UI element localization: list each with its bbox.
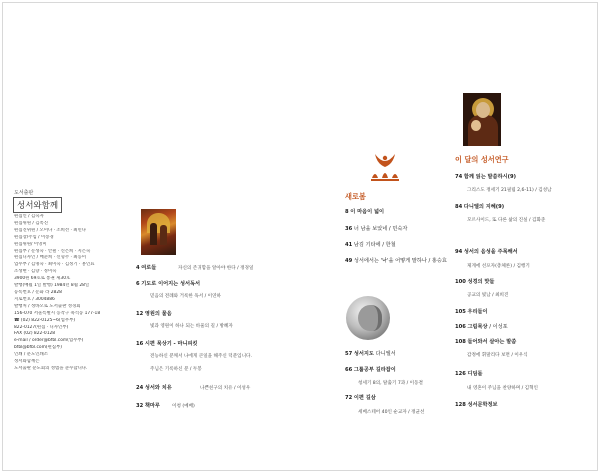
toc-entry: 66 그룹공부 길라잡이 xyxy=(345,367,396,373)
section-heading: 이 달의 성서연구 xyxy=(455,155,509,164)
toc-entry: 36 너 남을 보았네 / 민숙자 xyxy=(345,226,408,232)
toc-entry: 12 영원의 물음 xyxy=(136,311,172,317)
head xyxy=(476,102,490,118)
toc-entry: 126 디딤돌 xyxy=(455,371,483,377)
colophon-line: ☎ (02) 822-0125~6(업무부) xyxy=(14,317,76,323)
colophon-line: bfbl@bfbl.com(편집부) xyxy=(14,345,62,351)
toc-desc: 전능하신 분께서 나에게 큰일을 해주신 덕분입니다. xyxy=(150,354,252,359)
painting-figure xyxy=(150,223,157,245)
colophon-line: 발행처 / 성바오로 도서출판 성경회 xyxy=(14,303,81,309)
colophon-line: 822-0127(편집 · 디자인부) xyxy=(14,324,69,330)
toc-entry: 100 성경의 맛들 xyxy=(455,279,495,285)
coin-portrait xyxy=(358,305,382,331)
colophon-line: 편집위원 / 김옥진 xyxy=(14,220,48,226)
robe xyxy=(468,115,498,146)
toc-desc: 감정에 휘말리다 보면 / 이우식 xyxy=(467,353,528,358)
colophon-line: 발행(매월 1일 발행) 1984년 8월 28일 xyxy=(14,283,90,289)
colophon-line: 지로번호 / 3004886 xyxy=(14,296,55,302)
toc-entry: 108 들어와서 살아는 말씀 xyxy=(455,339,517,345)
colophon-line: FAX (02) 822-0128 xyxy=(14,331,56,337)
colophon-line: 편집디자인 / 배준희 · 신형주 · 최동미 xyxy=(14,255,87,261)
toc-desc: 내 영혼이 주님을 찬양하며 / 김혁인 xyxy=(467,386,538,391)
colophon-line: 3900원 69호로 통권 제30호 xyxy=(14,276,71,282)
colophon-line: 도서출판 분도회의 성범을 준수합니다. xyxy=(14,365,88,371)
colophon-line: 인쇄 / 분도인쇄소 xyxy=(14,352,48,358)
toc-desc: 제게에 선포자(총체론) / 김행기 xyxy=(467,264,530,269)
toc-entry: 24 성서와 치유 xyxy=(136,385,172,391)
toc-desc: 주님은 기록하신 분 / 두봉 xyxy=(150,367,202,372)
toc-desc: 나쁜친구의 치유 / 이성우 xyxy=(200,385,251,391)
toc-desc: 세베스테어 40인 순교자 / 정균선 xyxy=(358,410,425,415)
chalice-flame-logo-icon xyxy=(369,148,401,186)
colophon-line: 조성현 · 김향 · 정미숙 xyxy=(14,269,57,275)
toc-entry: 94 성서의 음성을 주목해서 xyxy=(455,249,518,255)
ancient-coin-image xyxy=(346,296,390,340)
colophon-line: 편집위원/ 이영미 xyxy=(14,241,47,247)
colophon-block xyxy=(14,214,132,373)
toc-entry: 32 책마루 xyxy=(136,403,160,409)
section-heading: 새로봄 xyxy=(345,192,366,201)
toc-entry: 128 성서문학정보 xyxy=(455,402,498,408)
colophon-line: 등록번호 / 문화 라 2828 xyxy=(14,289,62,295)
toc-entry: 49 성서에서는 '낙'을 어떻게 말하나 / 홍승효 xyxy=(345,258,447,264)
painting-figure xyxy=(160,225,167,245)
colophon-line: e-mail / order@bfbl.com(업무부) xyxy=(14,338,84,344)
toc-desc: 자신의 존귀함을 알아야 한다 / 정경일 xyxy=(178,265,254,271)
toc-entry: 105 우리들이 xyxy=(455,309,488,315)
toc-entry: 84 다니엘의 지혜(9) xyxy=(455,204,505,210)
toc-entry: 74 함께 읽는 말씀하시(9) xyxy=(455,174,516,180)
toc-desc: 공교의 빛남 / 최희진 xyxy=(467,293,509,298)
colophon-line: 업무부 / 김명숙 · 최미숙 · 김정기 · 홍인표 xyxy=(14,262,95,268)
toc-entry: 8 이 마음이 넓이 xyxy=(345,209,384,215)
toc-desc: 빛과 영원이 하나 되는 바울의 길 / 방혜자 xyxy=(150,324,233,329)
toc-entry: 6 기도로 이어지는 성서독서 xyxy=(136,281,201,287)
magazine-title: 성서와함께 xyxy=(13,197,62,213)
toc-desc: 믿음의 전례와 거룩한 독서 / 이연하 xyxy=(150,294,221,299)
child-figure xyxy=(471,120,481,131)
toc-page: 4 여로들 xyxy=(136,265,157,271)
toc-entry: 41 남김 기타에 / 한철 xyxy=(345,242,396,248)
toc-entry: 57 성서지도 다니엘서 xyxy=(345,351,396,357)
toc-entry: 106 그림묵상 / 이성포 xyxy=(455,324,508,330)
religious-painting-image xyxy=(141,209,176,255)
colophon-line: 성서와함께는 xyxy=(14,359,40,365)
publisher-label: 도서출판 xyxy=(14,190,34,196)
toc-desc: 청세기 8의, 탈출기 7과 / 이동결 xyxy=(358,381,423,386)
toc-entry: 16 시편 묵상기 - 마니피킷 xyxy=(136,341,198,347)
madonna-icon-image xyxy=(463,93,501,146)
toc-desc: 모르사이드, 또 다른 삶의 진실 / 김화준 xyxy=(467,218,546,223)
colophon-line: 편집인 / 김숙자 xyxy=(14,214,44,219)
toc-desc: 그리스도 정세기 21필립 2,6-11) / 김성남 xyxy=(467,188,552,193)
colophon-line: 편집진위원 / 오미나 · 조희선 · 최민나 xyxy=(14,227,87,233)
toc-desc: 이청 (예배) xyxy=(172,403,195,409)
colophon-line: 156-070 서울특별시 동작구 흑석동 177-18 xyxy=(14,310,101,316)
toc-entry: 72 이편 길삼 xyxy=(345,395,376,401)
colophon-line: 편집부 / 문성숙 · 안필 · 신은희 · 지은숙 xyxy=(14,248,91,254)
colophon-line: 편집장/주임 / 이송경 xyxy=(14,234,54,240)
